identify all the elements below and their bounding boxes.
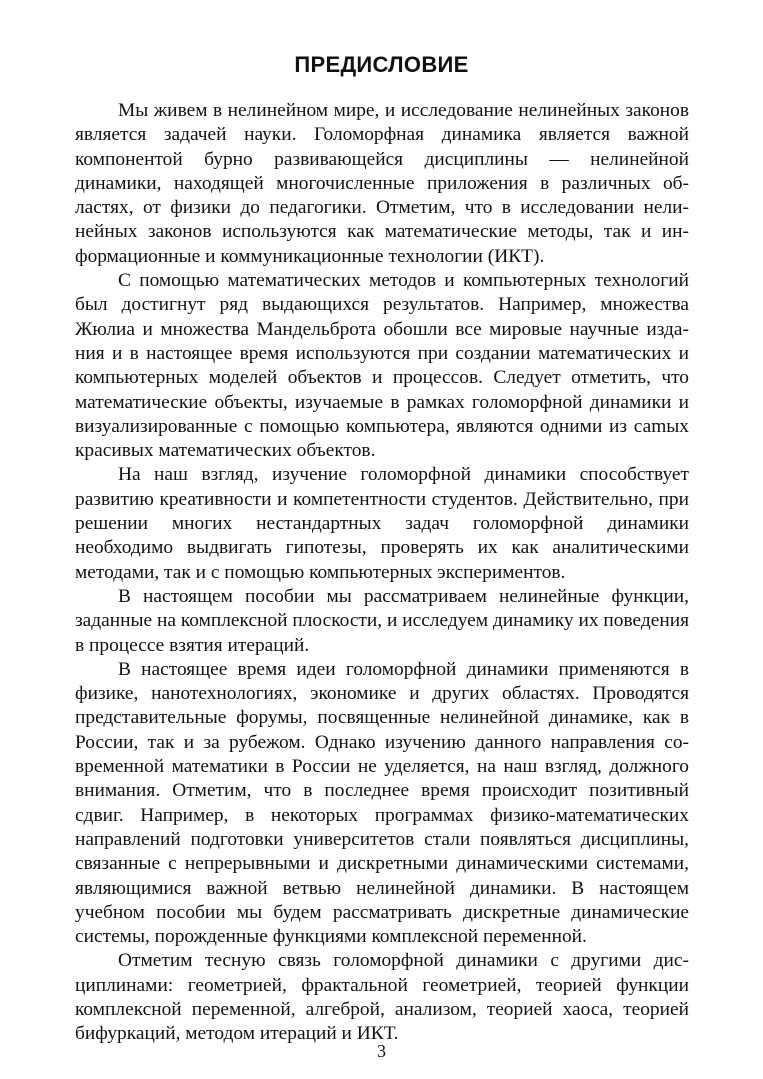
page-title: ПРЕДИСЛОВИЕ	[294, 52, 469, 77]
paragraph: В настоящее время идеи голоморфной динамики применяются в физике, нанотехнологиях, экономике и других областях. Проводятся представительные форумы, посвященные нелинейной динамике, как в России, так и за рубежом. Однако изучению данного направления современной математики в России не уделяется, на наш взгляд, должного внимания. Отметим, что в последнее время происходит позитивный сдвиг. Например, в некоторых программах физико-математических направлений подготовки университетов стали появляться дисциплины, связанные с непрерывными и дискретными динамическими системами, являющимися важной ветвью нелинейной динамики. В настоящем учебном пособии мы будем рассматривать дискретные динамические системы, порожденные функциями комплексной переменной.	[75, 658, 689, 948]
preface-body	[75, 99, 689, 1047]
paragraph: На наш взгляд, изучение голоморфной динамики способствует развитию креативности и компетентности студентов. Действительно, при решении многих нестандартных задач голоморфной динамики необходимо выдвигать гипотезы, проверять их как аналитическими методами, так и с помощью компьютерных экспериментов.	[75, 464, 689, 583]
paragraph: Мы живем в нелинейном мире, и исследование нелинейных законов является задачей науки. Голоморфная динамика является важной компонентой бурно развивающейся дисциплины — нелинейной динамики, находящей многочисленные приложения в различных областях, от физики до педагогики. Отметим, что в исследовании нелинейных законов используются как математические методы, так и информационные и коммуникационные технологии (ИКТ).	[75, 100, 689, 267]
paragraph: Отметим тесную связь голоморфной динамики с другими дисциплинами: геометрией, фрактальной геометрией, теорией функции комплексной переменной, алгеброй, анализом, теорией хаоса, теорией бифуркаций, методом итераций и ИКТ.	[75, 950, 689, 1045]
page-number: 3	[377, 1041, 386, 1061]
paragraph: В настоящем пособии мы рассматриваем нелинейные функции, заданные на комплексной плоскости, и исследуем динамику их поведения в процессе взятия итераций.	[75, 585, 689, 656]
paragraph: С помощью математических методов и компьютерных технологий был достигнут ряд выдающихся результатов. Например, множества Жюлиа и множества Мандельброта обошли все мировые научные издания и в настоящее время используются при создании математических и компьютерных моделей объектов и процессов. Следует отметить, что математические объекты, изучаемые в рамках голоморфной динамики и визуализированные с помощью компьютера, являются одними из саmых красивых математических объектов.	[75, 270, 689, 462]
